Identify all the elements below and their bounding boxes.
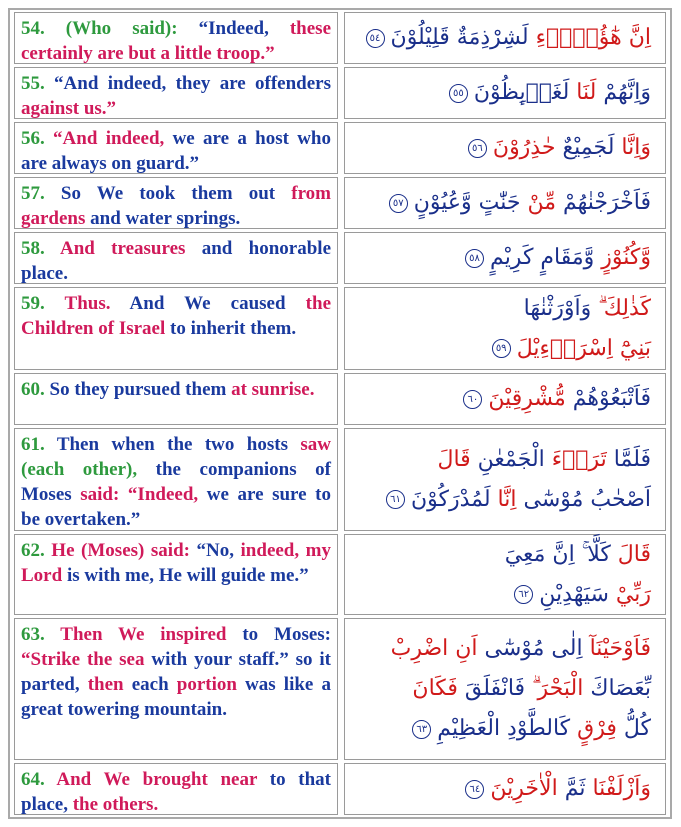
translation-segment: 63.: [21, 624, 61, 645]
english-translation-cell: [14, 177, 338, 229]
arabic-segment: جَنّٰتٍ وَّعُيُوْنٍ: [413, 190, 521, 215]
arabic-segment: الْاٰخَرِيْنَ: [490, 776, 558, 801]
translation-segment: 64.: [21, 769, 57, 790]
arabic-segment: قَالَ: [437, 446, 471, 472]
english-translation-text: [21, 16, 331, 66]
translation-segment: Then when the two hosts: [56, 434, 301, 455]
translation-segment: the Children of Israel: [21, 293, 331, 339]
translation-segment: “No,: [196, 540, 241, 561]
translation-segment: And We brought near: [56, 769, 270, 790]
arabic-segment: وَاِنَّا: [614, 135, 651, 160]
arabic-segment: لَمُدْرَكُوْنَ: [410, 486, 491, 512]
ayah-number-marker: ٦٢: [514, 585, 533, 604]
translation-segment: was like a great towering mountain.: [21, 674, 331, 720]
translation-segment: 58.: [21, 238, 61, 259]
english-translation-cell: [14, 534, 338, 615]
arabic-segment: كَالطَّوْدِ الْعَظِيْمِ: [437, 716, 571, 741]
english-translation-cell: [14, 428, 338, 531]
arabic-segment: قَالَ: [610, 541, 651, 567]
translation-segment: So they pursued them: [49, 379, 232, 400]
translation-segment: “Strike the sea: [21, 649, 152, 670]
verse-row-62: [14, 534, 666, 615]
english-translation-text: [21, 126, 331, 176]
translation-segment: Then We inspired: [60, 624, 243, 645]
english-translation-text: [21, 291, 331, 341]
arabic-verse-line: [386, 480, 651, 520]
arabic-segment: فَاَوْحَيْنَآ: [582, 636, 651, 661]
arabic-segment: مِّنْ: [520, 190, 557, 215]
arabic-verse-line: [468, 128, 651, 168]
arabic-verse-cell: [344, 373, 666, 425]
english-translation-cell: [14, 373, 338, 425]
arabic-verse-line: [412, 669, 651, 709]
ayah-number-marker: ٥٨: [465, 249, 484, 268]
ayah-number-marker: ٥٧: [389, 194, 408, 213]
translation-segment: 60.: [21, 379, 50, 400]
arabic-verse-cell: [344, 177, 666, 229]
english-translation-cell: [14, 763, 338, 815]
arabic-segment: فَلَمَّا: [606, 446, 651, 472]
english-translation-cell: [14, 67, 338, 119]
arabic-verse-cell: [344, 763, 666, 815]
verse-row-54: [14, 12, 666, 64]
ayah-number-marker: ٦٤: [465, 780, 484, 799]
arabic-segment: رَبِّيْ: [608, 581, 651, 607]
arabic-segment: مُّشْرِقِيْنَ: [488, 386, 566, 411]
arabic-segment: لَغَاۤىِٕظُوْنَ: [473, 80, 570, 105]
translation-segment: (Who said):: [65, 18, 199, 39]
arabic-verse-line: [389, 183, 651, 223]
arabic-verse-cell: [344, 534, 666, 615]
translation-segment: “Indeed,: [127, 484, 207, 505]
translation-segment: indeed, my Lord: [21, 540, 331, 586]
translation-segment: and honorable place.: [21, 238, 332, 284]
english-translation-text: [21, 181, 331, 231]
verse-row-55: [14, 67, 666, 119]
translation-segment: 55.: [21, 73, 55, 94]
translation-segment: is with me, He will guide me.”: [66, 565, 309, 586]
arabic-segment: لَشِرْذِمَةٌ قَلِيْلُوْنَ: [390, 25, 529, 50]
verse-row-56: [14, 122, 666, 174]
english-translation-text: [21, 377, 331, 402]
translation-segment: we are a host who are always on guard.”: [21, 128, 331, 174]
verse-row-57: [14, 177, 666, 229]
translation-segment: against us.”: [21, 98, 117, 119]
english-translation-cell: [14, 12, 338, 64]
arabic-segment: حٰذِرُوْنَ: [492, 135, 556, 160]
arabic-segment: فَانْفَلَقَ: [457, 676, 526, 701]
arabic-segment: كَلَّا ۚ اِنَّ مَعِيَ: [504, 541, 611, 567]
arabic-segment: وَاَوْرَثْنٰهَا: [523, 295, 592, 321]
arabic-segment: لَجَمِيْعٌ: [555, 135, 615, 160]
arabic-segment: فِرْقٍ: [570, 716, 617, 741]
arabic-verse-cell: [344, 12, 666, 64]
ayah-number-marker: ٥٤: [366, 29, 385, 48]
arabic-verse-cell: [344, 122, 666, 174]
ayah-number-marker: ٦٣: [412, 720, 431, 739]
translation-segment: from gardens: [21, 183, 331, 229]
arabic-verse-line: [465, 238, 651, 278]
verse-table: [8, 8, 672, 819]
translation-segment: the others.: [72, 794, 159, 815]
translation-segment: “Indeed,: [198, 18, 290, 39]
arabic-segment: اَنِ اضْرِبْ: [390, 636, 478, 661]
translation-segment: said:: [80, 484, 128, 505]
arabic-verse-line: [437, 440, 651, 480]
translation-segment: 57.: [21, 183, 61, 204]
arabic-segment: فَاَخْرَجْنٰهُمْ: [556, 190, 651, 215]
arabic-segment: كُلُّ: [616, 716, 651, 741]
arabic-segment: بِّعَصَاكَ: [583, 676, 651, 701]
translation-segment: 62.: [21, 540, 52, 561]
arabic-segment: اِلٰى مُوْسٰٓى: [477, 636, 583, 661]
verse-row-58: [14, 232, 666, 284]
arabic-verse-cell: [344, 287, 666, 370]
arabic-segment: اِنَّا: [490, 486, 517, 512]
arabic-verse-line: [366, 18, 651, 58]
translation-segment: 54.: [21, 18, 66, 39]
arabic-segment: لَنَا: [569, 80, 597, 105]
translation-segment: at sunrise.: [231, 379, 315, 400]
translation-segment: “And indeed,: [53, 128, 173, 149]
translation-segment: we are sure to be overtaken.”: [21, 484, 331, 530]
translation-segment: (each other),: [21, 459, 156, 480]
arabic-segment: الْبَحْرَ ۗ: [525, 676, 584, 701]
arabic-segment: تَرَاۤءَ: [544, 446, 607, 472]
arabic-segment: وَّمَقَامٍ كَرِيْمٍ: [490, 245, 595, 270]
arabic-verse-line: [492, 329, 651, 369]
arabic-segment: اَصْحٰبُ مُوْسٰٓى: [516, 486, 651, 512]
arabic-verse-line: [514, 575, 651, 615]
translation-segment: 61.: [21, 434, 57, 455]
translation-segment: So We took them out: [60, 183, 292, 204]
translation-segment: to Moses:: [242, 624, 331, 645]
arabic-segment: وَّكُنُوْزٍ: [594, 245, 651, 270]
ayah-number-marker: ٦٠: [463, 390, 482, 409]
translation-segment: and water springs.: [90, 208, 241, 229]
arabic-verse-line: [505, 535, 651, 575]
arabic-verse-line: [412, 709, 651, 749]
translation-segment: Thus.: [64, 293, 130, 314]
translation-segment: then: [87, 674, 132, 695]
arabic-segment: وَاَزْلَفْنَا: [585, 776, 651, 801]
ayah-number-marker: ٦١: [386, 490, 405, 509]
translation-segment: to that place,: [21, 769, 331, 815]
translation-segment: And We caused: [129, 293, 306, 314]
arabic-verse-line: [465, 769, 651, 809]
translation-segment: portion: [176, 674, 246, 695]
arabic-verse-cell: [344, 428, 666, 531]
translation-segment: He (Moses) said:: [51, 540, 197, 561]
translation-segment: these certainly are but a little troop.”: [21, 18, 331, 64]
arabic-verse-line: [524, 289, 651, 329]
arabic-verse-line: [463, 379, 651, 419]
arabic-segment: كَذٰلِكَ ۗ: [591, 295, 651, 321]
arabic-verse-cell: [344, 232, 666, 284]
ayah-number-marker: ٥٥: [449, 84, 468, 103]
english-translation-text: [21, 432, 331, 532]
translation-segment: And treasures: [60, 238, 202, 259]
arabic-segment: ثَمَّ: [557, 776, 586, 801]
english-translation-text: [21, 767, 331, 817]
english-translation-cell: [14, 122, 338, 174]
translation-segment: saw: [300, 434, 331, 455]
verse-row-63: [14, 618, 666, 760]
arabic-verse-line: [449, 73, 651, 113]
translation-segment: 56.: [21, 128, 54, 149]
ayah-number-marker: ٥٩: [492, 339, 511, 358]
arabic-segment: وَاِنَّهُمْ: [596, 80, 651, 105]
english-translation-text: [21, 538, 331, 588]
verse-row-60: [14, 373, 666, 425]
ayah-number-marker: ٥٦: [468, 139, 487, 158]
arabic-verse-cell: [344, 67, 666, 119]
arabic-segment: بَنِيْٓ اِسْرَاۤءِيْلَ: [516, 335, 651, 361]
translation-segment: to inherit them.: [170, 318, 297, 339]
verse-row-59: [14, 287, 666, 370]
english-translation-text: [21, 236, 331, 286]
arabic-verse-cell: [344, 618, 666, 760]
translation-segment: with your staff.” so it parted,: [21, 649, 331, 695]
english-translation-cell: [14, 618, 338, 760]
english-translation-cell: [14, 287, 338, 370]
arabic-segment: فَكَانَ: [412, 676, 458, 701]
translation-segment: 59.: [21, 293, 65, 314]
arabic-segment: اِنَّ هٰٓؤُلَاۤءِ: [528, 25, 651, 50]
arabic-segment: فَاَتْبَعُوْهُمْ: [565, 386, 651, 411]
translation-segment: “And indeed, they are offenders: [54, 73, 331, 94]
english-translation-text: [21, 622, 331, 722]
verse-row-64: [14, 763, 666, 815]
arabic-verse-line: [391, 629, 651, 669]
english-translation-cell: [14, 232, 338, 284]
english-translation-text: [21, 71, 331, 121]
translation-segment: the companions of Moses: [21, 459, 331, 505]
verse-row-61: [14, 428, 666, 531]
arabic-segment: سَيَهْدِيْنِ: [539, 581, 609, 607]
translation-segment: each: [131, 674, 177, 695]
arabic-segment: الْجَمْعٰنِ: [470, 446, 545, 472]
